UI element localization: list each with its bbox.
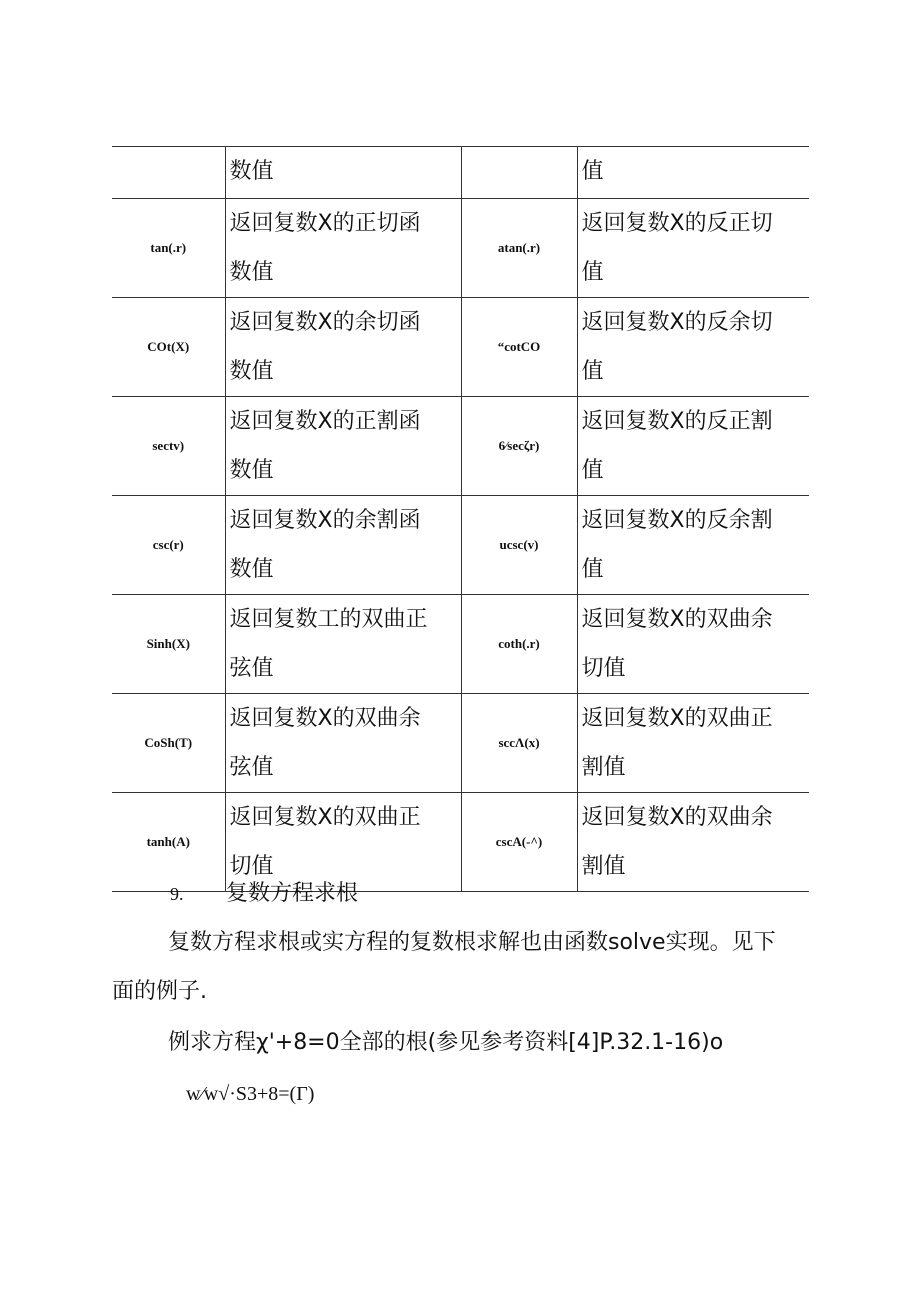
function-description-cell: 返回复数X的双曲余割值 [577, 793, 809, 892]
function-table [112, 146, 809, 892]
table-row [112, 298, 809, 397]
function-description-cell: 返回复数X的双曲正切值 [225, 793, 461, 892]
function-name-cell: atan(.r) [461, 199, 577, 298]
table-row [112, 595, 809, 694]
function-name-cell: “cotCO [461, 298, 577, 397]
section-heading [170, 876, 358, 912]
paragraph-line-2: 面的例子. [112, 979, 207, 1004]
function-description-cell: 返回复数X的双曲余切值 [577, 595, 809, 694]
function-description-cell: 返回复数X的反正切值 [577, 199, 809, 298]
function-description-cell: 返回复数X的双曲余弦值 [225, 694, 461, 793]
function-name-cell: Sinh(X) [112, 595, 225, 694]
function-name-cell: ucsc(v) [461, 496, 577, 595]
function-name-cell: sectv) [112, 397, 225, 496]
paragraph-line-1: 复数方程求根或实方程的复数根求解也由函数solve实现。见下 [168, 930, 776, 955]
function-name-cell: sccΛ(x) [461, 694, 577, 793]
function-name-cell [112, 147, 225, 199]
table-row [112, 397, 809, 496]
table-row [112, 199, 809, 298]
function-name-cell: 6⁄secζr) [461, 397, 577, 496]
function-name-cell: csc(r) [112, 496, 225, 595]
section-number: 9. [170, 884, 184, 904]
section-title: 复数方程求根 [226, 881, 359, 906]
function-description-cell: 返回复数X的反余割值 [577, 496, 809, 595]
function-description-cell: 返回复数X的余割函数值 [225, 496, 461, 595]
function-name-cell: tanh(A) [112, 793, 225, 892]
function-description-cell: 返回复数X的正割函数值 [225, 397, 461, 496]
function-description-cell: 返回复数X的余切函数值 [225, 298, 461, 397]
function-description-cell: 返回复数X的反余切值 [577, 298, 809, 397]
function-description-cell: 值 [577, 147, 809, 199]
function-description-cell: 返回复数工的双曲正弦值 [225, 595, 461, 694]
function-description-cell: 返回复数X的反正割值 [577, 397, 809, 496]
code-line: w⁄w√·S3+8=(Γ) [186, 1083, 315, 1105]
function-name-cell: cscA(-^) [461, 793, 577, 892]
function-name-cell: COt(X) [112, 298, 225, 397]
function-name-cell: tan(.r) [112, 199, 225, 298]
function-description-cell: 返回复数X的双曲正割值 [577, 694, 809, 793]
function-description-cell: 数值 [225, 147, 461, 199]
function-name-cell: coth(.r) [461, 595, 577, 694]
example-text: 例求方程χ'+8=0全部的根(参见参考资料[4]P.32.1-16)o [168, 1030, 724, 1055]
function-table-body [112, 147, 809, 892]
function-name-cell: CoSh(T) [112, 694, 225, 793]
function-name-cell [461, 147, 577, 199]
table-row [112, 694, 809, 793]
function-description-cell: 返回复数X的正切函数值 [225, 199, 461, 298]
table-row [112, 147, 809, 199]
table-row [112, 496, 809, 595]
